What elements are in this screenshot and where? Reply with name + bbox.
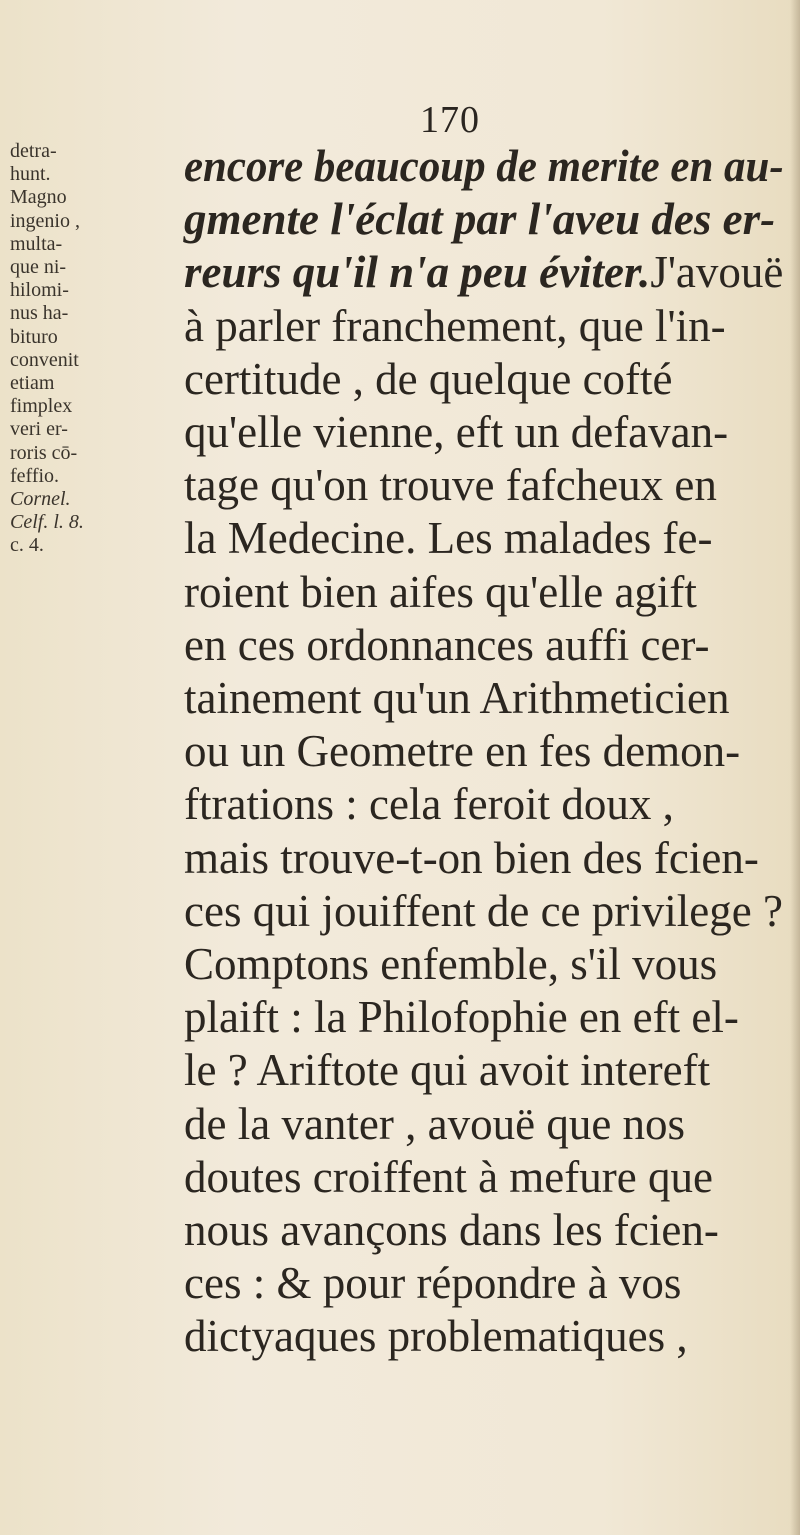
margin-note-line: roris cō- bbox=[10, 441, 78, 464]
margin-notes bbox=[10, 140, 160, 558]
text-line bbox=[184, 725, 784, 778]
margin-note-line: hunt. bbox=[10, 163, 51, 186]
roman-run: à parler franchement, que l'in- bbox=[184, 300, 726, 351]
body-text bbox=[184, 140, 784, 1364]
page-edge-shadow bbox=[790, 0, 800, 1535]
roman-run: Comptons enfemble, s'il vous bbox=[184, 939, 718, 990]
text-line bbox=[184, 1044, 784, 1097]
roman-run: tage qu'on trouve fafcheux en bbox=[184, 460, 717, 511]
text-line bbox=[184, 193, 784, 246]
roman-run: plaift : la Philofophie en eft el- bbox=[184, 992, 739, 1043]
roman-run: ces qui jouiffent de ce privilege ? bbox=[184, 885, 783, 936]
margin-note-line: bituro bbox=[10, 325, 58, 348]
roman-run: la Medecine. Les malades fe- bbox=[184, 513, 713, 564]
text-line bbox=[184, 619, 784, 672]
text-line bbox=[184, 1310, 784, 1363]
margin-note-line: nus ha- bbox=[10, 302, 69, 325]
text-line bbox=[184, 566, 784, 619]
margin-note-line: etiam bbox=[10, 372, 55, 395]
roman-run: ou un Geometre en fes demon- bbox=[184, 726, 741, 777]
roman-run: de la vanter , avouë que nos bbox=[184, 1098, 686, 1149]
roman-run: mais trouve-t-on bien des fcien- bbox=[184, 832, 759, 883]
margin-note-line: Magno bbox=[10, 186, 67, 209]
text-line bbox=[184, 778, 784, 831]
text-line bbox=[184, 459, 784, 512]
margin-note-line: multa- bbox=[10, 232, 63, 255]
roman-run: le ? Ariftote qui avoit intereft bbox=[184, 1045, 711, 1096]
margin-note-line: fimplex bbox=[10, 395, 73, 418]
margin-note-line: hilomi- bbox=[10, 279, 69, 302]
margin-note-line: convenit bbox=[10, 348, 79, 371]
margin-note-line: Celf. l. 8. bbox=[10, 511, 84, 534]
text-line bbox=[184, 512, 784, 565]
text-line bbox=[184, 1151, 784, 1204]
text-line bbox=[184, 406, 784, 459]
roman-run: nous avançons dans les fcien- bbox=[184, 1205, 719, 1256]
text-line bbox=[184, 140, 784, 193]
text-line bbox=[184, 1257, 784, 1310]
text-line bbox=[184, 885, 784, 938]
roman-run: ces : & pour répondre à vos bbox=[184, 1258, 682, 1309]
roman-run: tainement qu'un Arithmeticien bbox=[184, 673, 730, 724]
text-line bbox=[184, 300, 784, 353]
text-line bbox=[184, 353, 784, 406]
margin-note-line: ingenio , bbox=[10, 209, 80, 232]
italic-run: gmente l'éclat par l'aveu des er- bbox=[184, 194, 776, 245]
text-line bbox=[184, 938, 784, 991]
text-line bbox=[184, 1204, 784, 1257]
text-line bbox=[184, 832, 784, 885]
roman-run: doutes croiffent à mefure que bbox=[184, 1151, 713, 1202]
page-number: 170 bbox=[420, 99, 480, 141]
margin-note-line: Cornel. bbox=[10, 488, 71, 511]
margin-note-line: detra- bbox=[10, 140, 57, 162]
text-line bbox=[184, 672, 784, 725]
text-line bbox=[184, 246, 784, 299]
italic-run: encore beaucoup de merite en au- bbox=[184, 141, 784, 191]
margin-note-line: veri er- bbox=[10, 418, 68, 441]
margin-note-line: que ni- bbox=[10, 256, 67, 279]
italic-run: reurs qu'il n'a peu éviter. bbox=[184, 247, 651, 298]
roman-run: qu'elle vienne, eft un defavan- bbox=[184, 407, 729, 458]
roman-run: ftrations : cela feroit doux , bbox=[184, 779, 674, 830]
roman-run: J'avouë bbox=[650, 247, 784, 298]
margin-note-line: feffio. bbox=[10, 464, 60, 487]
text-line bbox=[184, 1098, 784, 1151]
text-line bbox=[184, 991, 784, 1044]
roman-run: certitude , de quelque cofté bbox=[184, 353, 673, 404]
roman-run: roient bien aifes qu'elle agift bbox=[184, 566, 697, 617]
roman-run: en ces ordonnances auffi cer- bbox=[184, 619, 710, 670]
margin-note-line: c. 4. bbox=[10, 534, 44, 557]
roman-run: dictyaques problematiques , bbox=[184, 1311, 688, 1362]
